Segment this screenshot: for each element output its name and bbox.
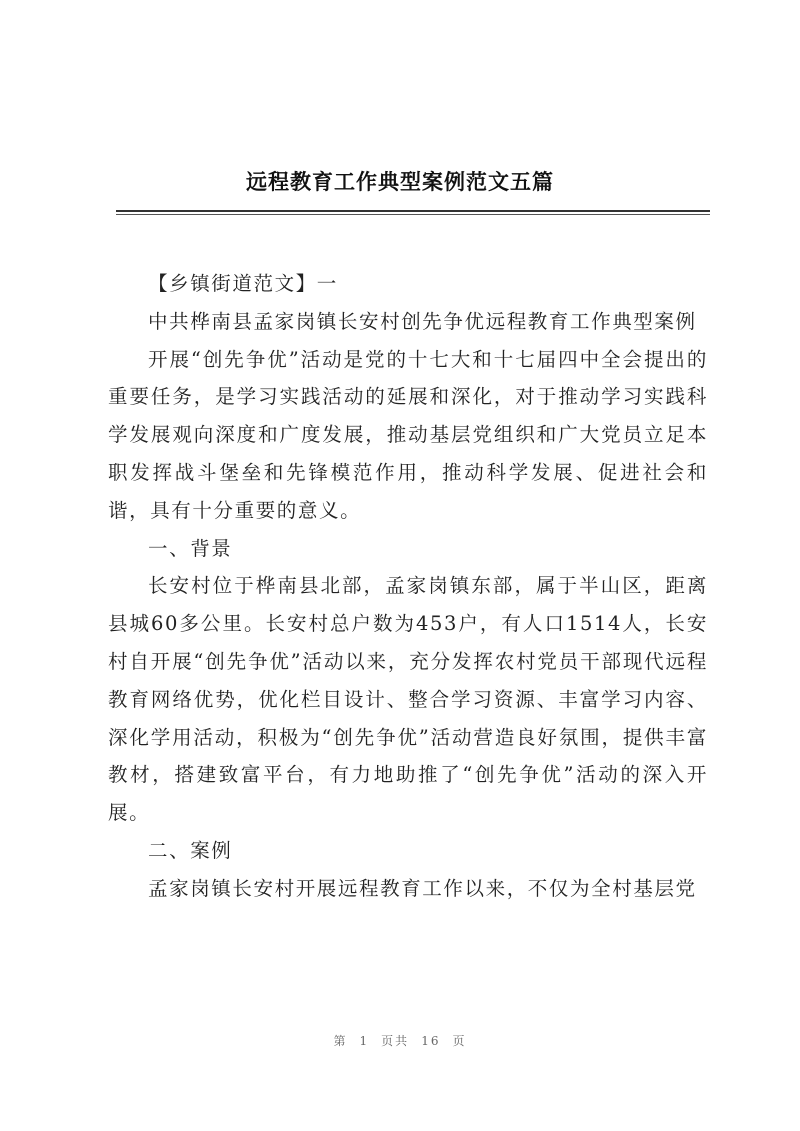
background-paragraph: 长安村位于桦南县北部，孟家岗镇东部，属于半山区，距离县城60多公里。长安村总户数为453户，有人口1514人，长安村自开展“创先争优”活动以来，充分发挥农村党员干部现代远程教育网络优势，优化栏目设计、整合学习资源、丰富学习内容、深化学用活动，积极为“创先争优”活动营造良好氛围，提供丰富教材，搭建致富平台，有力地助推了“创先争优”活动的深入开展。 — [108, 574, 708, 825]
case-heading: 二、案例 — [148, 838, 233, 862]
case-title: 中共桦南县孟家岗镇长安村创先争优远程教育工作典型案例 — [148, 309, 697, 333]
title-underline-secondary — [116, 214, 710, 215]
page-label-prefix: 第 — [333, 1034, 348, 1048]
background-heading: 一、背景 — [148, 536, 233, 560]
total-page-count: 16 — [421, 1034, 441, 1048]
page-label-suffix: 页 — [452, 1034, 467, 1048]
intro-paragraph: 开展“创先争优”活动是党的十七大和十七届四中全会提出的重要任务，是学习实践活动的延展和深化，对于推动学习实践科学发展观向深度和广度发展，推动基层党组织和广大党员立足本职发挥战斗堡垒和先锋模范作用，推动科学发展、促进社会和谐，具有十分重要的意义。 — [108, 347, 708, 522]
current-page-number: 1 — [359, 1034, 370, 1048]
case-paragraph: 孟家岗镇长安村开展远程教育工作以来，不仅为全村基层党 — [148, 876, 697, 900]
section-heading: 【乡镇街道范文】一 — [148, 272, 338, 295]
document-title: 远程教育工作典型案例范文五篇 — [246, 169, 554, 194]
title-underline — [116, 210, 710, 212]
page-footer — [0, 1032, 800, 1049]
document-body — [108, 265, 708, 908]
page-label-mid: 页共 — [381, 1034, 410, 1048]
